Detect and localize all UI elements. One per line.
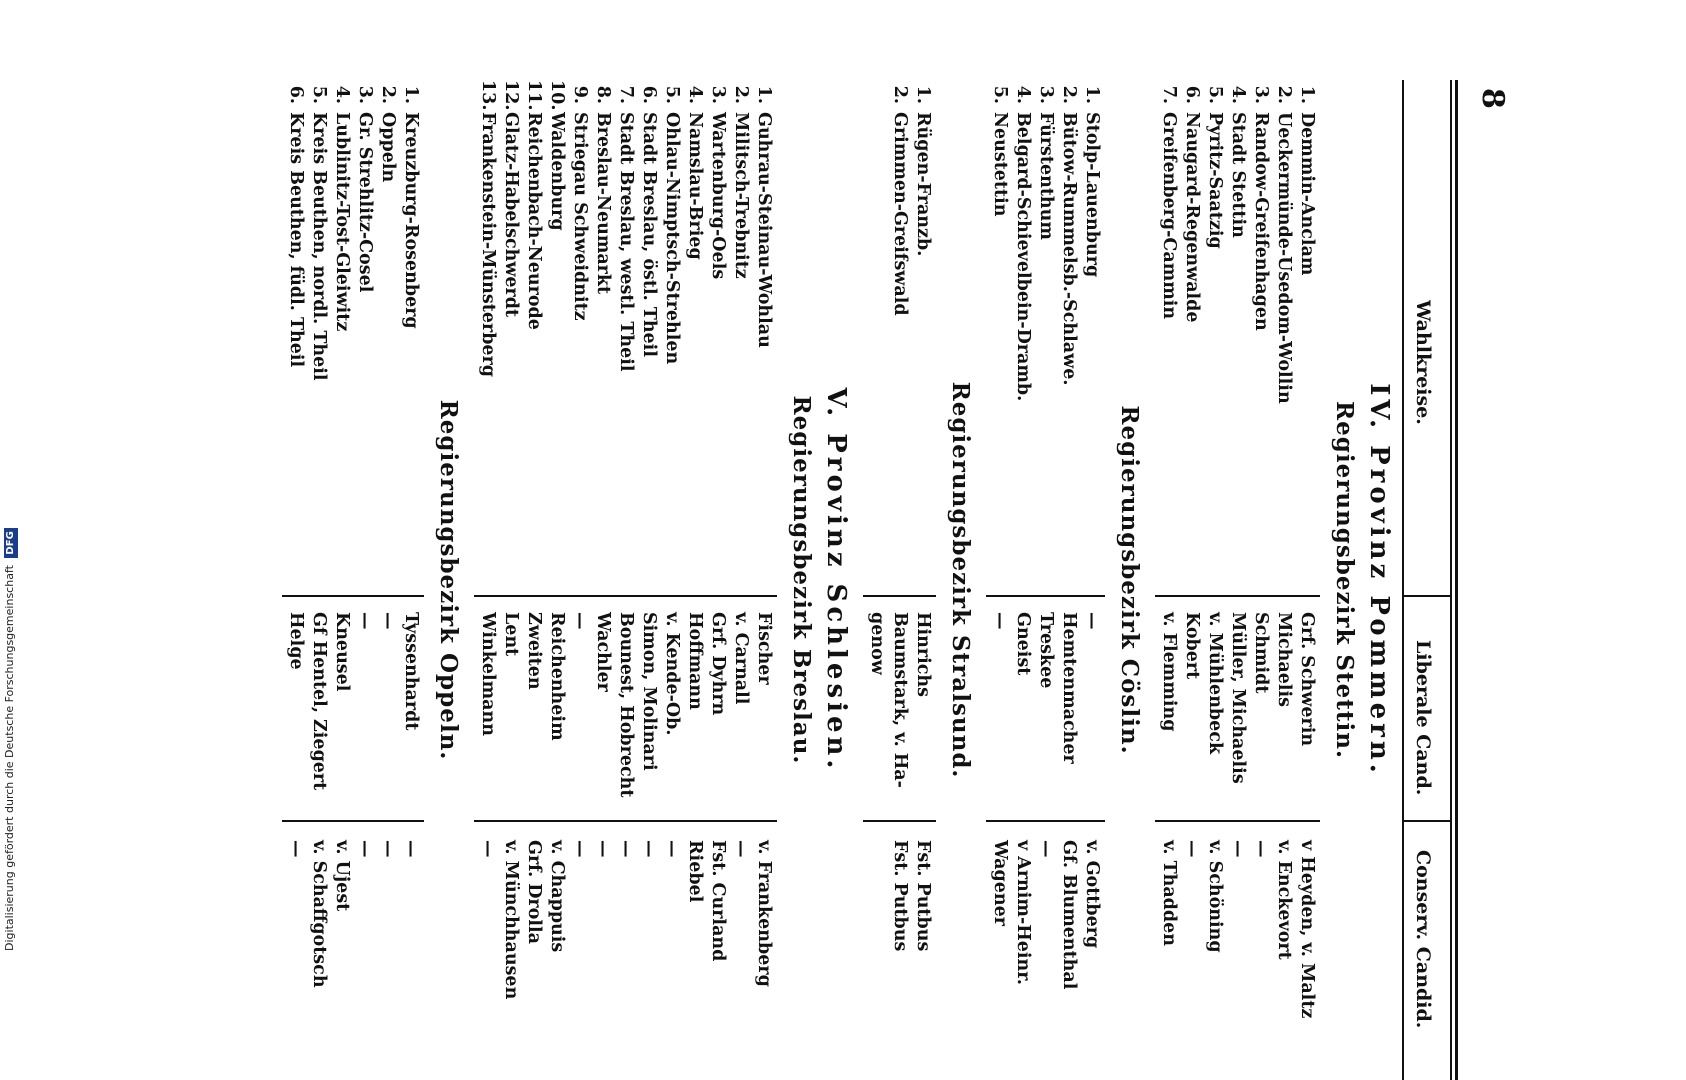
wahlkreis-cell: Breslau-Neumarkt [593, 112, 613, 295]
bezirk-heading: Regierungsbezirk Cöslin. [1116, 405, 1143, 755]
row-number: 7. [616, 85, 636, 104]
row-number: 1. [1297, 85, 1317, 104]
liberal-candidate-cell: Bounest, Hobrecht [616, 612, 636, 798]
wahlkreis-cell: Glatz-Habelschwerdt [501, 112, 521, 318]
wahlkreis-cell: Rügen-Franzb. [913, 112, 933, 257]
column-divider [474, 820, 777, 822]
conservative-candidate-cell: v. Schöning [1205, 840, 1225, 953]
liberal-candidate-cell: Lent [501, 612, 521, 657]
row-number: 3. [708, 85, 728, 104]
liberal-candidate-cell: Wachler [593, 612, 613, 692]
conservative-candidate-cell: — [616, 840, 636, 858]
row-number: 6. [286, 85, 306, 104]
conservative-candidate-cell: v. Enckevort [1274, 840, 1294, 960]
table-row [1034, 80, 1057, 1080]
wahlkreis-cell: Waldenburg [547, 112, 567, 231]
wahlkreis-cell: Guhrau-Steinau-Wohlau [754, 112, 774, 348]
row-number: 2. [378, 85, 398, 104]
conservative-candidate-cell: — [401, 840, 421, 858]
wahlkreis-cell: Oppeln [378, 112, 398, 183]
table-row [1057, 80, 1080, 1080]
table-row [888, 80, 911, 1080]
wahlkreis-cell: Bütow-Rummelsb.-Schlawe. [1059, 112, 1079, 386]
header-liberal: Liberale Cand. [1412, 640, 1434, 796]
conservative-candidate-cell: v. Chappuis [547, 840, 567, 953]
liberal-candidate-cell: v. Flemming [1159, 612, 1179, 732]
liberal-candidate-cell: Tyssenhardt [401, 612, 421, 731]
liberal-candidate-cell: Grf. Dyhrn [708, 612, 728, 716]
table-row [1226, 80, 1249, 1080]
liberal-candidate-cell: Hinrichs [913, 612, 933, 698]
row-number: 4. [332, 85, 352, 104]
row-number: 9. [570, 85, 590, 104]
table-row [729, 80, 752, 1080]
row-number: 12. [501, 80, 521, 111]
table-row [614, 80, 637, 1080]
table-row [353, 80, 376, 1080]
liberal-candidate-cell: Kneusel [332, 612, 352, 692]
bezirk-heading: Regierungsbezirk Oppeln. [435, 399, 462, 761]
table-row [476, 80, 499, 1080]
page-number: 8 [1475, 88, 1510, 109]
digitization-note [0, 0, 21, 951]
row-number: 4. [1013, 85, 1033, 104]
table-row [399, 80, 422, 1080]
table-row [1157, 80, 1180, 1080]
liberal-candidate-cell: Grf. Schwerin [1297, 612, 1317, 747]
wahlkreis-cell: Fürstenthum [1036, 112, 1056, 240]
header-wahlkreise: Wahlkreise. [1412, 300, 1434, 425]
column-divider [863, 595, 936, 597]
liberal-candidate-cell: v. Carnall [731, 612, 751, 705]
conservative-candidate-cell: — [570, 840, 590, 858]
conservative-candidate-cell: — [355, 840, 375, 858]
table-row [376, 80, 399, 1080]
row-number: 1. [401, 85, 421, 104]
column-divider [282, 595, 424, 597]
row-number: 4. [685, 85, 705, 104]
liberal-candidate-cell: Gf Hentel, Ziegert [309, 612, 329, 791]
row-number: 8. [593, 85, 613, 104]
row-number: 1. [754, 85, 774, 104]
conservative-candidate-cell: — [639, 840, 659, 858]
table-row [307, 80, 330, 1080]
liberal-candidate-cell: Zweiten [524, 612, 544, 690]
conservative-candidate-cell: v Heyden, v. Maltz [1297, 840, 1317, 1019]
wahlkreis-cell: Neustettin [990, 112, 1010, 217]
wahlkreis-cell: Lublinitz-Tost-Gleiwitz [332, 112, 352, 332]
liberal-candidate-cell: Hemtenmacher [1059, 612, 1079, 764]
conservative-candidate-cell: — [662, 840, 682, 858]
conservative-candidate-cell: — [378, 840, 398, 858]
table-row [522, 80, 545, 1080]
wahlkreis-cell: Frankenstein-Münsterberg [478, 112, 498, 378]
wahlkreis-cell: Gr. Strehlitz-Cosel [355, 112, 375, 293]
conservative-candidate-cell: — [1228, 840, 1248, 858]
rotated-page [130, 80, 1510, 1080]
funding-note: Digitalisierung gefördert durch die Deutsche Forschungsgemeinschaft [3, 565, 16, 951]
column-divider [1155, 595, 1320, 597]
wahlkreis-cell: Namslau-Brieg [685, 112, 705, 260]
wahlkreis-cell: Kreis Beuthen, füdl. Theil [286, 112, 306, 368]
row-number: 2. [1274, 85, 1294, 104]
conservative-candidate-cell: — [1251, 840, 1271, 858]
row-number: 2. [731, 85, 751, 104]
table-row [591, 80, 614, 1080]
liberal-candidate-cell: genow [867, 612, 887, 675]
header-divider-1 [1404, 595, 1450, 597]
table-row [545, 80, 568, 1080]
conservative-candidate-cell: Fst. Curland [708, 840, 728, 962]
table-row [568, 80, 591, 1080]
liberal-candidate-cell: — [355, 612, 375, 630]
table-row [1203, 80, 1226, 1080]
wahlkreis-cell: Demmin-Anclam [1297, 112, 1317, 276]
conservative-candidate-cell: Fst. Putbus [890, 840, 910, 952]
conservative-candidate-cell: v Arnim-Heinr. [1013, 840, 1033, 985]
table-row [1180, 80, 1203, 1080]
table-row [330, 80, 353, 1080]
liberal-candidate-cell: Fischer [754, 612, 774, 685]
wahlkreis-cell: Naugard-Regenwalde [1182, 112, 1202, 323]
conservative-candidate-cell: Grf. Drolla [524, 840, 544, 944]
conservative-candidate-cell: — [286, 840, 306, 858]
bezirk-heading: Regierungsbezirk Stettin. [1331, 401, 1358, 759]
row-number: 4. [1228, 85, 1248, 104]
conservative-candidate-cell: — [731, 840, 751, 858]
liberal-candidate-cell: Schmidt [1251, 612, 1271, 694]
table-row [284, 80, 307, 1080]
liberal-candidate-cell: v. Mühlenbeck [1205, 612, 1225, 755]
header-top-rule-2 [1450, 80, 1452, 1080]
liberal-candidate-cell: Simon, Molinari [639, 612, 659, 771]
table-row [865, 80, 888, 1080]
table-row [706, 80, 729, 1080]
liberal-candidate-cell: Reichenheim [547, 612, 567, 741]
table-row [1295, 80, 1318, 1080]
liberal-candidate-cell: — [1082, 612, 1102, 630]
table-row [1249, 80, 1272, 1080]
row-number: 5. [309, 85, 329, 104]
liberal-candidate-cell: Helge [286, 612, 306, 670]
bezirk-heading: Regierungsbezirk Breslau. [788, 395, 815, 765]
wahlkreis-cell: Kreuzburg-Rosenberg [401, 112, 421, 329]
row-number: 1. [1082, 85, 1102, 104]
wahlkreis-cell: Reichenbach-Neurode [524, 112, 544, 330]
table-row [1011, 80, 1034, 1080]
dfg-logo: DFG [4, 528, 18, 557]
column-divider [986, 820, 1105, 822]
wahlkreis-cell: Greifenberg-Cammin [1159, 112, 1179, 320]
conservative-candidate-cell: v. Gottberg [1082, 840, 1102, 949]
wahlkreis-cell: Wartenburg-Oels [708, 112, 728, 280]
column-divider [282, 820, 424, 822]
table-row [911, 80, 934, 1080]
row-number: 3. [1251, 85, 1271, 104]
conservative-candidate-cell: Fst. Putbus [913, 840, 933, 952]
conservative-candidate-cell: v. Thadden [1159, 840, 1179, 947]
column-divider [1155, 820, 1320, 822]
liberal-candidate-cell: — [570, 612, 590, 630]
wahlkreis-cell: Kreis Beuthen, nordl. Theil [309, 112, 329, 381]
liberal-candidate-cell: Baumstark, v. Ha- [890, 612, 910, 788]
wahlkreis-cell: Grimmen-Greifswald [890, 112, 910, 316]
header-bottom-rule [1402, 80, 1404, 1080]
conservative-candidate-cell: Gf. Blumenthal [1059, 840, 1079, 990]
row-number: 3. [1036, 85, 1056, 104]
row-number: 6. [639, 85, 659, 104]
wahlkreis-cell: Militsch-Trebnitz [731, 112, 751, 279]
bezirk-heading: Regierungsbezirk Stralsund. [947, 381, 974, 779]
liberal-candidate-cell: Winkelmann [478, 612, 498, 736]
table-row [1272, 80, 1295, 1080]
column-divider [474, 595, 777, 597]
liberal-candidate-cell: Michaelis [1274, 612, 1294, 708]
row-number: 1. [913, 85, 933, 104]
header-divider-2 [1404, 820, 1450, 822]
wahlkreis-cell: Randow-Greifenhagen [1251, 112, 1271, 331]
row-number: 2. [1059, 85, 1079, 104]
liberal-candidate-cell: — [990, 612, 1010, 630]
table-row [1080, 80, 1103, 1080]
row-number: 5. [990, 85, 1010, 104]
header-top-rule [1455, 80, 1458, 1080]
table-row [683, 80, 706, 1080]
liberal-candidate-cell: Gneist [1013, 612, 1033, 676]
conservative-candidate-cell: Wagener [990, 840, 1010, 926]
liberal-candidate-cell: Treskee [1036, 612, 1056, 689]
conservative-candidate-cell: — [1182, 840, 1202, 858]
liberal-candidate-cell: Hoffmann [685, 612, 705, 710]
row-number: 3. [355, 85, 375, 104]
province-heading: IV. Provinz Pommern. [1364, 383, 1394, 777]
row-number: 5. [1205, 85, 1225, 104]
liberal-candidate-cell: — [378, 612, 398, 630]
table-row [660, 80, 683, 1080]
wahlkreis-cell: Stolp-Lauenburg [1082, 112, 1102, 278]
column-divider [986, 595, 1105, 597]
conservative-candidate-cell: v. Frankenberg [754, 840, 774, 987]
row-number: 2. [890, 85, 910, 104]
conservative-candidate-cell: Riebel [685, 840, 705, 903]
wahlkreis-cell: Pyritz-Saatzig [1205, 112, 1225, 249]
conservative-candidate-cell: v. Münchhausen [501, 840, 521, 1000]
province-heading: V. Provinz Schlesien. [821, 387, 851, 773]
wahlkreis-cell: Ueckermünde-Usedom-Wollin [1274, 112, 1294, 404]
wahlkreis-cell: Belgard-Schievelbein-Dramb. [1013, 112, 1033, 402]
conservative-candidate-cell: — [1036, 840, 1056, 858]
table-row [752, 80, 775, 1080]
conservative-candidate-cell: — [478, 840, 498, 858]
row-number: 5. [662, 85, 682, 104]
wahlkreis-cell: Stadt Stettin [1228, 112, 1248, 238]
column-divider [863, 820, 936, 822]
row-number: 7. [1159, 85, 1179, 104]
liberal-candidate-cell: Kobert [1182, 612, 1202, 680]
wahlkreis-cell: Stadt Breslau, westl. Theil [616, 112, 636, 372]
header-conservative: Conserv. Candid. [1412, 850, 1434, 1029]
conservative-candidate-cell: — [593, 840, 613, 858]
row-number: 13. [478, 80, 498, 111]
table-row [988, 80, 1011, 1080]
wahlkreis-cell: Striegau Schweidnitz [570, 112, 590, 321]
wahlkreis-cell: Ohlau-Nimptsch-Strehlen [662, 112, 682, 365]
row-number: 6. [1182, 85, 1202, 104]
row-number: 11. [524, 80, 544, 111]
table-row [637, 80, 660, 1080]
liberal-candidate-cell: v. Kende-Ob. [662, 612, 682, 736]
conservative-candidate-cell: v. Schaffgotsch [309, 840, 329, 988]
wahlkreis-cell: Stadt Breslau, östl. Theil [639, 112, 659, 357]
table-row [499, 80, 522, 1080]
row-number: 10. [547, 80, 567, 111]
liberal-candidate-cell: Müller, Michaelis [1228, 612, 1248, 784]
conservative-candidate-cell: v. Ujest [332, 840, 352, 912]
